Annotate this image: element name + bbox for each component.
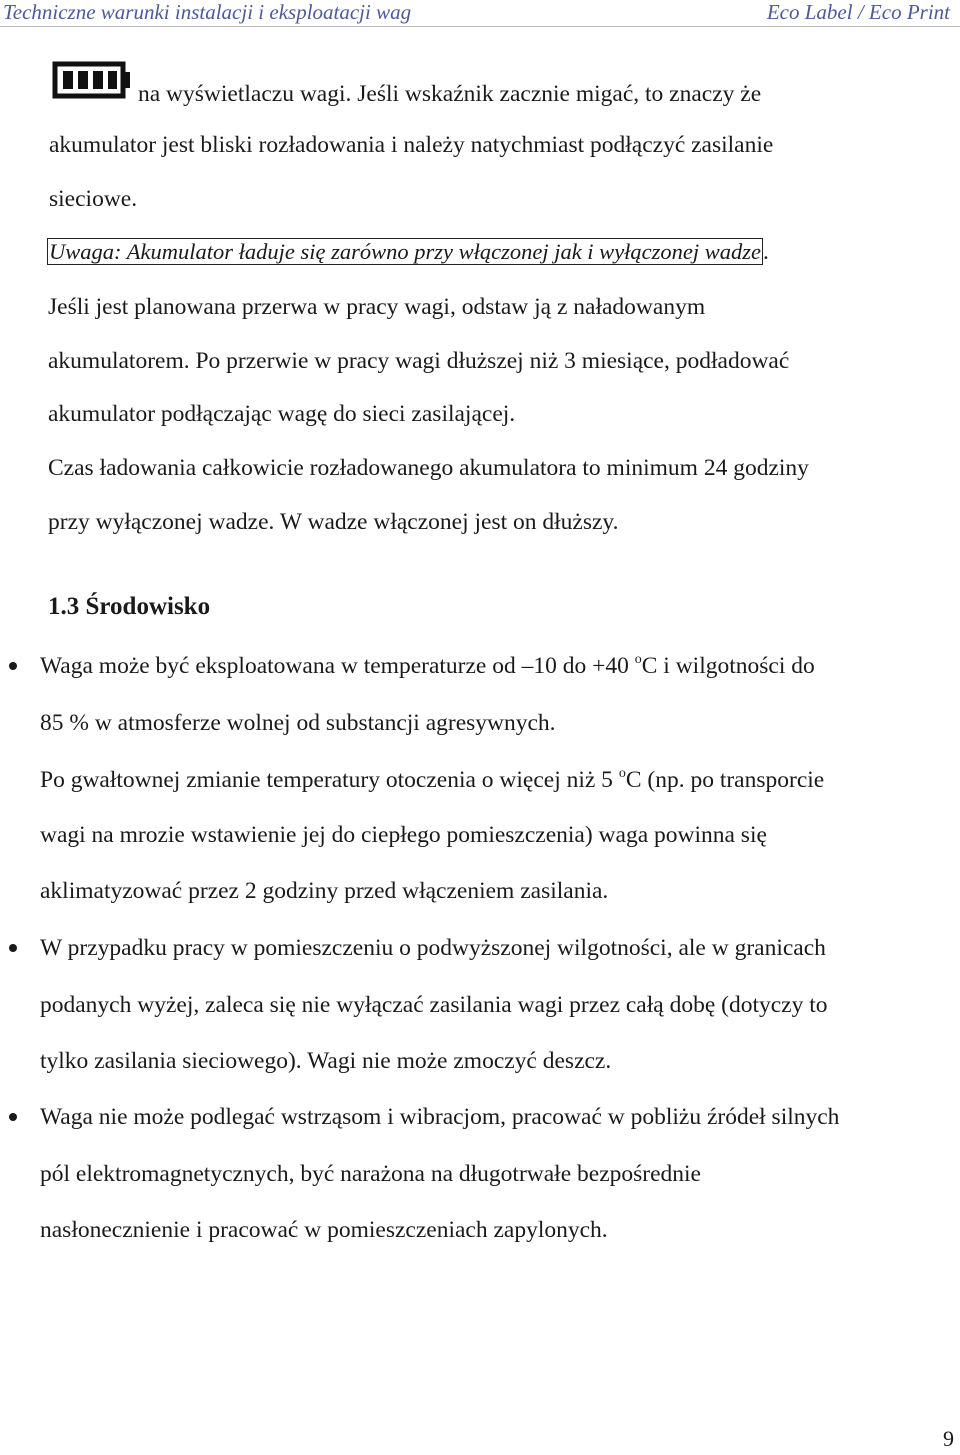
bullet-text: Po gwałtownej zmianie temperatury otoczenia o więcej niż 5 [40,767,619,793]
bullet-icon [9,1113,17,1121]
degree-symbol: o [634,652,642,667]
note-period: . [763,239,769,265]
bullet-text: Waga może być eksploatowana w temperaturze od –10 do +40 [40,653,635,679]
paragraph-line: Czas ładowania całkowicie rozładowanego akumulatora to minimum 24 godziny [48,455,809,481]
boxed-note: Uwaga: Akumulator ładuje się zarówno przy włączonej jak i wyłączonej wadze [49,239,762,264]
page-number: 9 [943,1426,954,1451]
bullet-line: Waga nie może podlegać wstrząsom i wibracjom, pracować w pobliżu źródeł silnych [40,1104,840,1130]
battery-full-icon [51,60,133,100]
header-divider [0,26,960,27]
paragraph-line: akumulatorem. Po przerwie w pracy wagi dłuższej niż 3 miesiące, podładować [48,348,790,374]
bullet-line [40,652,815,680]
paragraph-line: akumulator podłączając wagę do sieci zasilającej. [48,401,516,427]
header-document-title: Techniczne warunki instalacji i eksploatacji wag [3,0,412,24]
bullet-line: podanych wyżej, zaleca się nie wyłączać zasilania wagi przez całą dobę (dotyczy to [40,992,828,1018]
paragraph-line: akumulator jest bliski rozładowania i należy natychmiast podłączyć zasilanie [49,132,774,158]
header-product-name: Eco Label / Eco Print [766,0,950,24]
paragraph-line: sieciowe. [49,186,138,212]
page-header [0,0,960,24]
bullet-line: nasłonecznienie i pracować w pomieszczeniach zapylonych. [40,1217,608,1243]
bullet-text: C (np. po transporcie [625,767,825,793]
bullet-line: 85 % w atmosferze wolnej od substancji agresywnych. [40,710,556,736]
bullet-line: pól elektromagnetycznych, być narażona na długotrwałe bezpośrednie [40,1161,701,1187]
note-line [47,238,769,266]
paragraph-line: przy wyłączonej wadze. W wadze włączonej jest on dłuższy. [48,509,619,535]
bullet-line: wagi na mrozie wstawienie jej do ciepłego pomieszczenia) waga powinna się [40,822,767,848]
bullet-icon [9,662,17,670]
bullet-line: tylko zasilania sieciowego). Wagi nie może zmoczyć deszcz. [40,1048,612,1074]
degree-symbol: o [618,766,626,781]
paragraph-line: na wyświetlaczu wagi. Jeśli wskaźnik zacznie migać, to znaczy że [138,81,762,107]
bullet-text: C i wilgotności do [641,653,815,679]
section-heading: 1.3 Środowisko [48,593,211,620]
bullet-line: W przypadku pracy w pomieszczeniu o podwyższonej wilgotności, ale w granicach [40,935,826,961]
paragraph-line: Jeśli jest planowana przerwa w pracy wagi, odstaw ją z naładowanym [48,294,706,320]
bullet-line [40,766,824,794]
bullet-line: aklimatyzować przez 2 godziny przed włączeniem zasilania. [40,878,609,904]
bullet-icon [9,944,17,952]
